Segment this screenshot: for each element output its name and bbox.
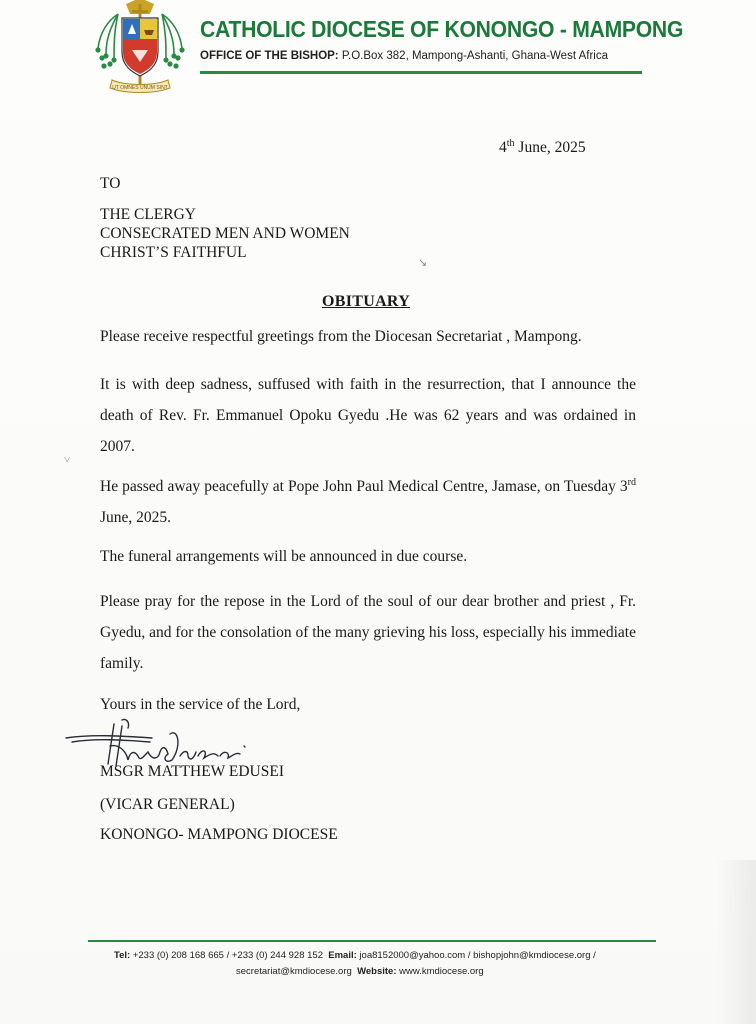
office-address-line (200, 50, 608, 62)
letter-date (499, 139, 586, 156)
date-day: 4 (499, 139, 507, 157)
passing-suffix: rd (627, 477, 636, 488)
paragraph-greeting: Please receive respectful greetings from the Diocesan Secretariat , Mampong. (100, 328, 582, 345)
closing-line: Yours in the service of the Lord, (100, 696, 301, 713)
signatory-title: (VICAR GENERAL) (100, 796, 235, 813)
crest-motto: UT OMNES UNUM SINT (112, 85, 168, 91)
paragraph-funeral: The funeral arrangements will be announced in due course. (100, 548, 468, 565)
date-suffix: th (506, 138, 515, 149)
paragraph-passing (100, 467, 636, 533)
footer-contacts (114, 950, 596, 961)
website-value: www.kmdiocese.org (399, 966, 484, 977)
email-label: Email: (328, 950, 357, 961)
diocese-crest-logo (92, 0, 188, 98)
page-shadow (716, 860, 756, 1024)
recipient-faithful: CHRIST’S FAITHFUL (100, 244, 247, 261)
stray-tick: ˅ (64, 454, 71, 466)
paragraph-prayer: Please pray for the repose in the Lord of the soul of our dear brother and priest , Fr. Gyedu, and for the consolation of the many grieving his loss, especially his immediate family. (100, 593, 636, 672)
tel-label: Tel: (114, 950, 131, 961)
office-label: OFFICE OF THE BISHOP: (200, 50, 339, 62)
recipient-clergy: THE CLERGY (100, 206, 197, 223)
passing-date: June, 2025. (100, 509, 172, 527)
paragraph-announcement: It is with deep sadness, suffused with faith in the resurrection, that I announce the death of Rev. Fr. Emmanuel Opoku Gyedu .He was 62 years and was ordained in 2007. (100, 376, 636, 455)
signatory-organisation: KONONGO- MAMPONG DIOCESE (100, 826, 338, 843)
recipient-consecrated: CONSECRATED MEN AND WOMEN (100, 225, 350, 242)
date-rest: June, 2025 (518, 139, 586, 157)
footer-web (236, 966, 484, 977)
obituary-title: OBITUARY (322, 293, 411, 310)
office-address: P.O.Box 382, Mampong-Ashanti, Ghana-West Africa (341, 50, 608, 62)
to-label: TO (100, 175, 121, 192)
email-secretariat: secretariat@kmdiocese.org (236, 966, 352, 977)
website-label: Website: (357, 966, 397, 977)
diocese-name: CATHOLIC DIOCESE OF KONONGO - MAMPONG (200, 16, 684, 42)
stray-mark: ↘ (418, 257, 428, 269)
passing-text: He passed away peacefully at Pope John Paul Medical Centre, Jamase, on Tuesday 3 (100, 478, 628, 496)
email-value: joa8152000@yahoo.com / bishopjohn@kmdiocese.org / (359, 950, 596, 961)
header-divider (200, 71, 642, 74)
footer-divider (88, 940, 656, 942)
tel-value: +233 (0) 208 168 665 / +233 (0) 244 928 152 (132, 950, 323, 961)
signatory-name: MSGR MATTHEW EDUSEI (100, 763, 284, 780)
